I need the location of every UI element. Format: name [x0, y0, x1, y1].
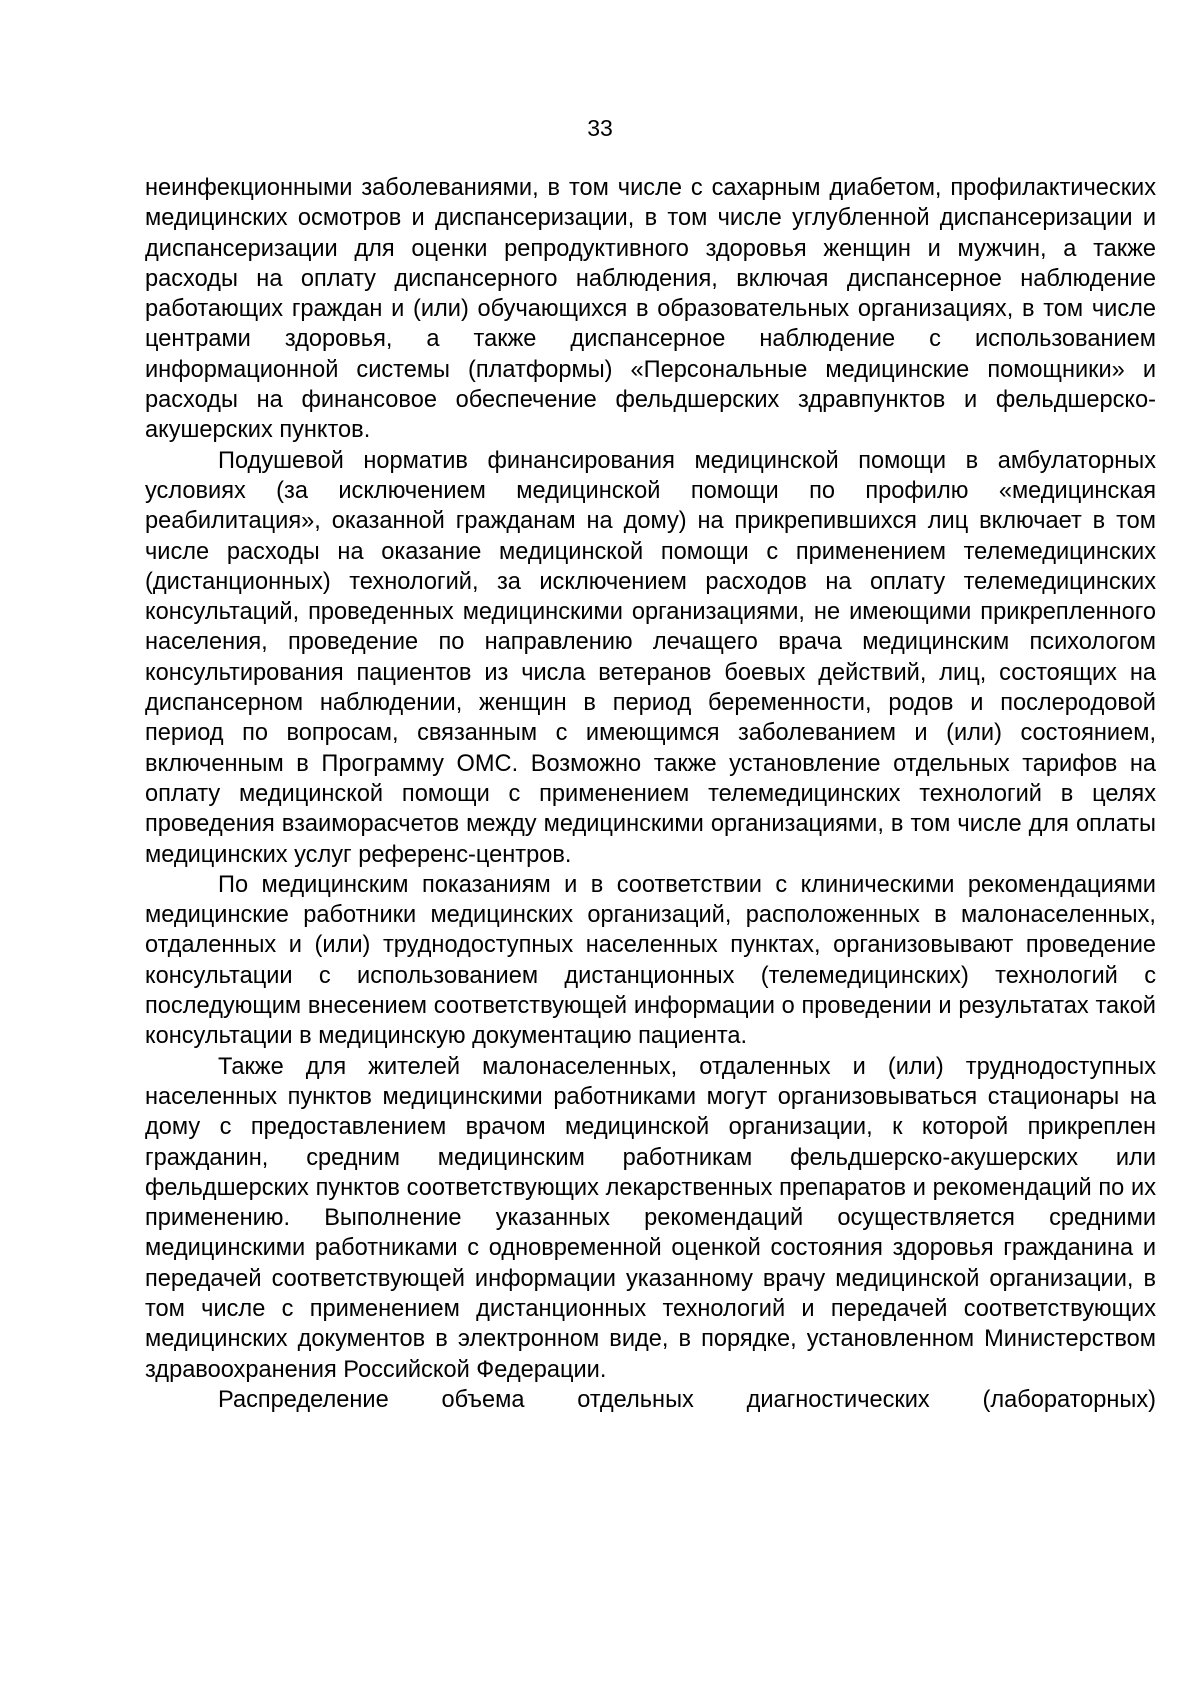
- paragraph-medical-indications: По медицинским показаниям и в соответствии с клиническими рекомендациями медицинские работники медицинских организаций, расположенных в малонаселенных, отдаленных и (или) труднодоступных населенных пунктах, организовывают проведение консультации с использованием дистанционных (телемедицинских) технологий с последующим внесением соответствующей информации о проведении и результатах такой консультации в медицинскую документацию пациента.: [145, 871, 1156, 1050]
- document-body: [145, 173, 1156, 1415]
- paragraph-continuation: неинфекционными заболеваниями, в том числе с сахарным диабетом, профилактических медицинских осмотров и диспансеризации, в том числе углубленной диспансеризации и диспансеризации для оценки репродуктивного здоровья женщин и мужчин, а также расходы на оплату диспансерного наблюдения, включая диспансерное наблюдение работающих граждан и (или) обучающихся в образовательных организациях, в том числе центрами здоровья, а также диспансерное наблюдение с использованием информационной системы (платформы) «Персональные медицинские помощники» и расходы на финансовое обеспечение фельдшерских здравпунктов и фельдшерско-акушерских пунктов.: [145, 175, 1156, 444]
- paragraph-distribution-volume: Распределение объема отдельных диагностических (лабораторных): [218, 1386, 1156, 1413]
- page-number: 33: [587, 115, 613, 141]
- paragraph-per-capita-standard: Подушевой норматив финансирования медицинской помощи в амбулаторных условиях (за исключением медицинской помощи по профилю «медицинская реабилитация», оказанной гражданам на дому) на прикрепившихся лиц включает в том числе расходы на оказание медицинской помощи с применением телемедицинских (дистанционных) технологий, за исключением расходов на оплату телемедицинских консультаций, проведенных медицинскими организациями, не имеющими прикрепленного населения, проведение по направлению лечащего врача медицинским психологом консультирования пациентов из числа ветеранов боевых действий, лиц, состоящих на диспансерном наблюдении, женщин в период беременности, родов и послеродовой период по вопросам, связанным с имеющимся заболеванием и (или) состоянием, включенным в Программу ОМС. Возможно также установление отдельных тарифов на оплату медицинской помощи с применением телемедицинских технологий в целях проведения взаиморасчетов между медицинскими организациями, в том числе для оплаты медицинских услуг референс-центров.: [145, 447, 1156, 868]
- paragraph-home-hospitals: Также для жителей малонаселенных, отдаленных и (или) труднодоступных населенных пунктов медицинскими работниками могут организовываться стационары на дому с предоставлением врачом медицинской организации, к которой прикреплен гражданин, средним медицинским работникам фельдшерско-акушерских или фельдшерских пунктов соответствующих лекарственных препаратов и рекомендаций по их применению. Выполнение указанных рекомендаций осуществляется средними медицинскими работниками с одновременной оценкой состояния здоровья гражданина и передачей соответствующей информации указанному врачу медицинской организации, в том числе с применением дистанционных технологий и передачей соответствующих медицинских документов в электронном виде, в порядке, установленном Министерством здравоохранения Российской Федерации.: [145, 1053, 1156, 1383]
